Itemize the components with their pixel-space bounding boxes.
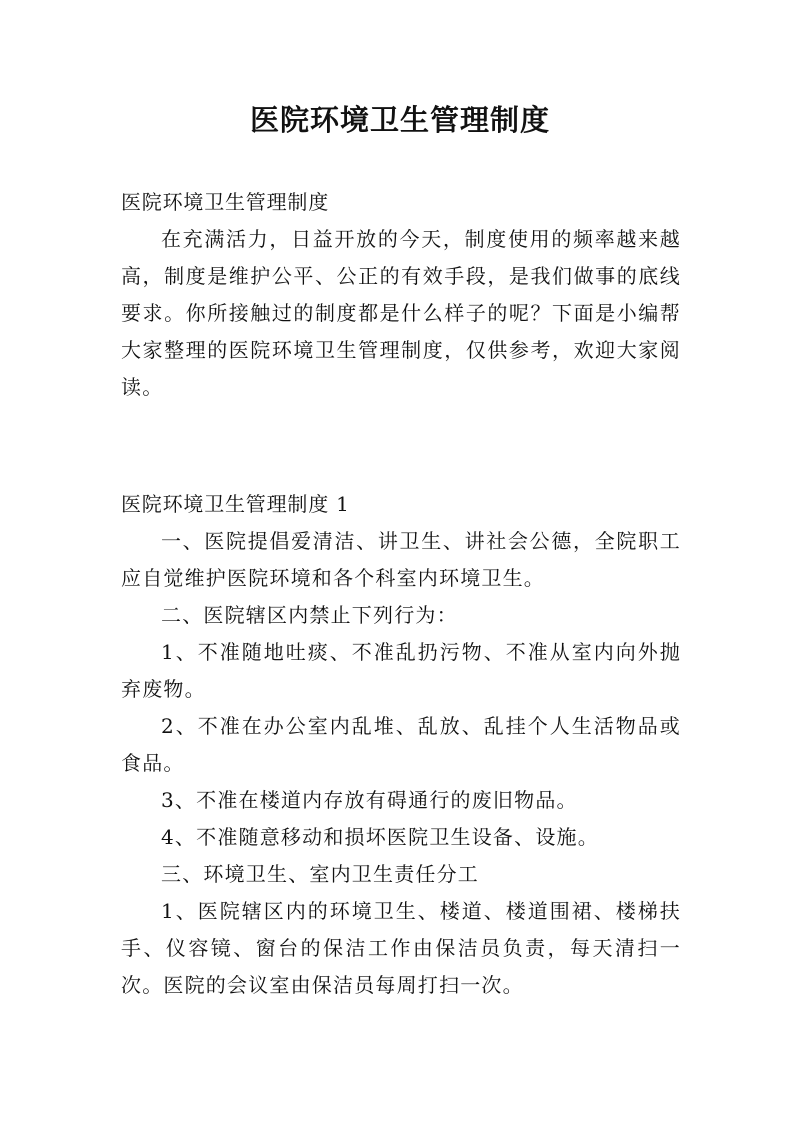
document-title: 医院环境卫生管理制度 xyxy=(249,103,550,137)
section-1-paragraph: 2、不准在办公室内乱堆、乱放、乱挂个人生活物品或食品。 xyxy=(121,714,681,775)
section-1-paragraph: 1、不准随地吐痰、不准乱扔污物、不准从室内向外抛弃废物。 xyxy=(121,640,681,701)
intro-block xyxy=(121,184,681,406)
section-1-paragraph: 1、医院辖区内的环境卫生、楼道、楼道围裙、楼梯扶手、仪容镜、窗台的保洁工作由保洁员负责，每天清扫一次。医院的会议室由保洁员每周打扫一次。 xyxy=(121,899,681,997)
section-1-paragraph: 一、医院提倡爱清洁、讲卫生、讲社会公德，全院职工应自觉维护医院环境和各个科室内环境卫生。 xyxy=(121,529,681,590)
section-1-paragraph: 三、环境卫生、室内卫生责任分工 xyxy=(161,862,479,886)
section-1-paragraph: 4、不准随意移动和损坏医院卫生设备、设施。 xyxy=(161,825,599,849)
section-1-heading: 医院环境卫生管理制度 1 xyxy=(121,492,350,516)
section-1-paragraph: 3、不准在楼道内存放有碍通行的废旧物品。 xyxy=(161,788,578,812)
section-1-paragraph: 二、医院辖区内禁止下列行为： xyxy=(161,603,458,627)
intro-heading: 医院环境卫生管理制度 xyxy=(121,190,329,214)
intro-paragraph: 在充满活力，日益开放的今天，制度使用的频率越来越高，制度是维护公平、公正的有效手段，是我们做事的底线要求。你所接触过的制度都是什么样子的呢？下面是小编帮大家整理的医院环境卫生管理制度，仅供参考，欢迎大家阅读。 xyxy=(121,227,681,399)
section-1-block xyxy=(121,486,681,1004)
